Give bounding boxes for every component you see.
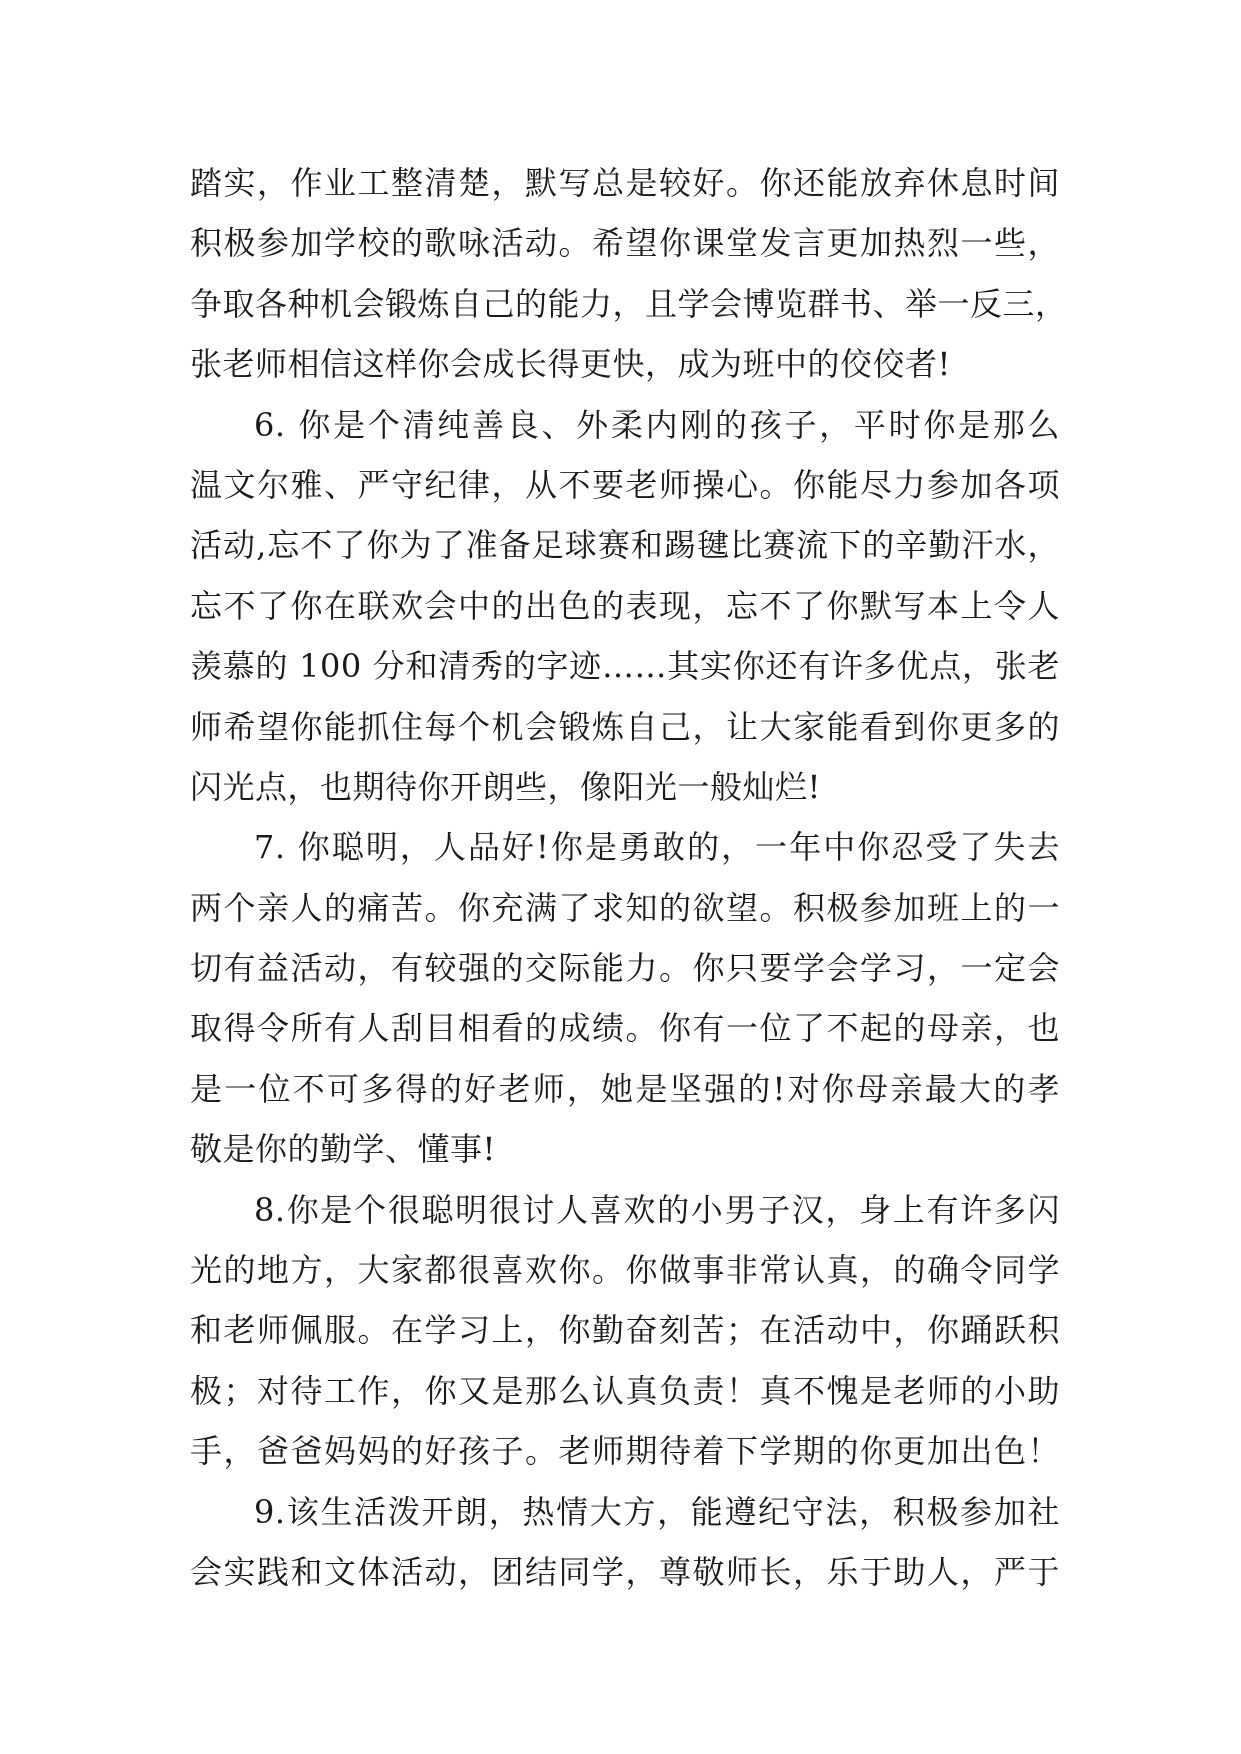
text-line: 取得令所有人刮目相看的成绩。你有一位了不起的母亲，也	[190, 1009, 1060, 1048]
paragraph-8	[190, 1180, 1060, 1482]
text-line: 敬是你的勤学、懂事!	[190, 1130, 496, 1169]
text-line: 活动,忘不了你为了准备足球赛和踢毽比赛流下的辛勤汗水，	[190, 526, 1060, 565]
paragraph-6	[190, 395, 1060, 818]
paragraph-5-continued	[190, 153, 1068, 395]
text-line: 极；对待工作，你又是那么认真负责！真不愧是老师的小助	[190, 1371, 1060, 1410]
text-line: 6. 你是个清纯善良、外柔内刚的孩子，平时你是那么	[254, 405, 1060, 444]
text-line: 切有益活动，有较强的交际能力。你只要学会学习，一定会	[190, 949, 1060, 988]
text-line: 会实践和文体活动，团结同学，尊敬师长，乐于助人，严于	[190, 1552, 1060, 1591]
text-line: 积极参加学校的歌咏活动。希望你课堂发言更加热烈一些，	[190, 224, 1060, 263]
text-line: 踏实，作业工整清楚，默写总是较好。你还能放弃休息时间	[190, 164, 1060, 202]
text-line: 师希望你能抓住每个机会锻炼自己，让大家能看到你更多的	[190, 707, 1060, 746]
text-line: 手，爸爸妈妈的好孩子。老师期待着下学期的你更加出色！	[190, 1432, 1060, 1471]
paragraph-9	[190, 1482, 1060, 1603]
text-line: 8.你是个很聪明很讨人喜欢的小男子汉，身上有许多闪	[254, 1190, 1060, 1229]
text-line: 光的地方，大家都很喜欢你。你做事非常认真，的确令同学	[190, 1251, 1060, 1290]
text-line: 两个亲人的痛苦。你充满了求知的欲望。积极参加班上的一	[190, 888, 1060, 927]
text-line: 张老师相信这样你会成长得更快，成为班中的佼佼者!	[190, 345, 951, 384]
text-line: 闪光点，也期待你开朗些，像阳光一般灿烂!	[190, 767, 821, 806]
text-line: 温文尔雅、严守纪律，从不要老师操心。你能尽力参加各项	[190, 465, 1060, 504]
text-line: 和老师佩服。在学习上，你勤奋刻苦；在活动中，你踊跃积	[190, 1311, 1060, 1350]
text-line: 9.该生活泼开朗，热情大方，能遵纪守法，积极参加社	[254, 1492, 1060, 1531]
document-body	[190, 153, 1068, 1602]
paragraph-7	[190, 817, 1060, 1179]
text-line: 争取各种机会锻炼自己的能力，且学会博览群书、举一反三，	[190, 284, 1068, 323]
text-line: 羡慕的 100 分和清秀的字迹……其实你还有许多优点，张老	[190, 647, 1060, 686]
text-line: 是一位不可多得的好老师，她是坚强的!对你母亲最大的孝	[190, 1069, 1060, 1108]
text-line: 忘不了你在联欢会中的出色的表现，忘不了你默写本上令人	[190, 586, 1060, 625]
text-line: 7. 你聪明，人品好!你是勇敢的，一年中你忍受了失去	[254, 828, 1060, 867]
